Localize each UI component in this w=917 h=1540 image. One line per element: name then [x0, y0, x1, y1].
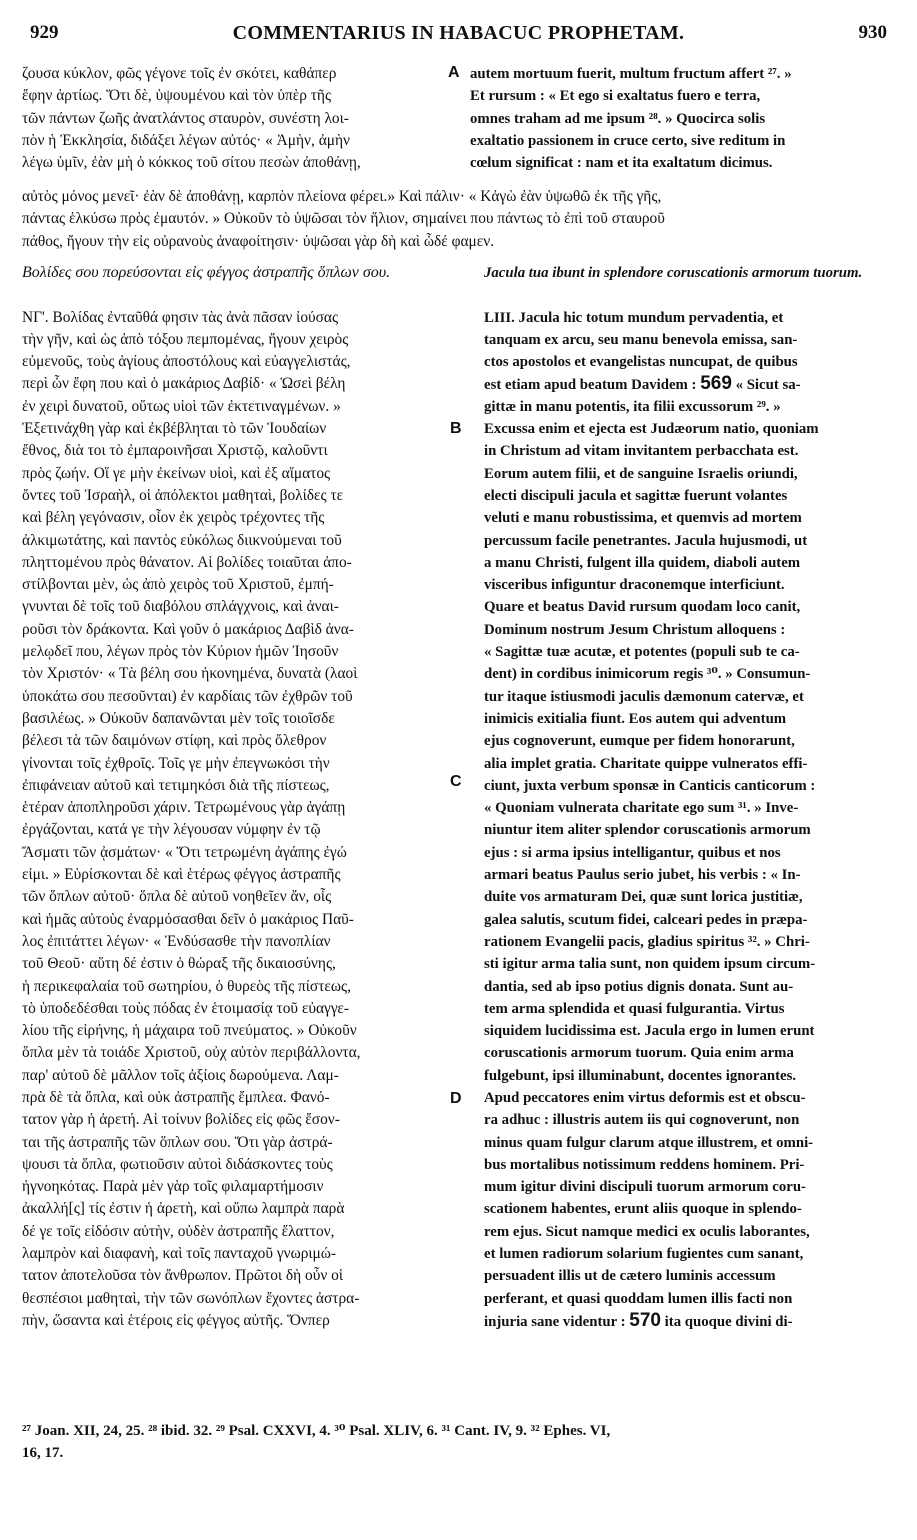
- greek-text-line: ὅπλα μὲν τὰ τοιάδε Χριστοῦ, οὐχ αὐτὸν περιβάλλοντα,: [22, 1044, 361, 1062]
- latin-text-line: tem arma splendida et quasi fulgurantia. Virtus: [484, 1000, 785, 1017]
- greek-text-line: πὴν, ὥσαντα καὶ ἑτέροις εἰς φέγγος αὐτῆς. Ὅνπερ: [22, 1311, 330, 1329]
- latin-text-line: rem ejus. Sicut namque medici ex oculis laborantes,: [484, 1223, 810, 1240]
- greek-column: [22, 262, 462, 1332]
- greek-text-line: ὄντες τοῦ Ἰσραὴλ, οἱ ἀπόλεκτοι μαθηταὶ, βολίδες τε: [22, 486, 344, 504]
- latin-text-line: minus quam fulgur clarum atque illustrem, et omni-: [484, 1134, 814, 1151]
- greek-text-line: ροῦσι τὸν δράκοντα. Καὶ γοῦν ὁ μακάριος Δαβὶδ ἀνα-: [22, 620, 354, 638]
- greek-text-line: μελῳδεῖ που, λέγων πρὸς τὸν Κύριον ἡμῶν Ἰησοῦν: [22, 643, 339, 661]
- latin-text-line: tanquam ex arcu, seu manu benevola emissa, san-: [484, 331, 798, 348]
- greek-text-line: ἀκαλλή[ς] τίς ἐστιν ἡ ἀρετὴ, καὶ οὔπω λαμπρὰ παρὰ: [22, 1200, 345, 1218]
- latin-text-line: Dominum nostrum Jesum Christum alloquens :: [484, 621, 786, 638]
- greek-text-line: τὴν γῆν, καὶ ὡς ἀπὸ τόξου πεμπομένας, ἤγουν χειρὸς: [22, 330, 349, 348]
- latin-text-line: a manu Christi, fulgent illa quidem, diaboli autem: [484, 554, 801, 571]
- latin-text-line: « Quoniam vulnerata charitate ego sum ³¹. » Inve-: [484, 800, 799, 817]
- footnote-line: 16, 17.: [22, 1445, 64, 1461]
- page-number-left: 929: [30, 22, 59, 43]
- footnote-line: ²⁷ Joan. XII, 24, 25. ²⁸ ibid. 32. ²⁹ Psal. CXXVI, 4. ³⁰ Psal. XLIV, 6. ³¹ Cant. IV, 9. ³² Ephes. VI,: [22, 1423, 611, 1439]
- latin-text-line: coruscationis armorum tuorum. Quia enim arma: [484, 1045, 794, 1062]
- greek-text-line: βέλεσι τὰ τῶν δαιμόνων στίφη, καὶ πρὸς ὄλεθρον: [22, 732, 327, 750]
- latin-text-line: ejus cognoverunt, eumque per fidem honorarunt,: [484, 733, 795, 750]
- latin-text-line: cœlum significat : nam et ita exaltatum dicimus.: [470, 155, 773, 172]
- greek-text-line: περὶ ὧν ἔφη που καὶ ὁ μακάριος Δαβίδ· « Ὡσεὶ βέλη: [22, 375, 346, 393]
- latin-text-line: electi discipuli jacula et sagittæ fuerunt volantes: [484, 487, 788, 504]
- greek-text-line: ἔθνος, διὰ τοι τὸ ἐμπαροινῆσαι Χριστῷ, καλοῦντι: [22, 442, 328, 460]
- greek-text-line: Ἐξετινάχθη γὰρ καὶ ἐκβέβληται τὸ τῶν Ἰουδαίων: [22, 420, 327, 438]
- latin-text-line: ctos apostolos et evangelistas nuncupat, de quibus: [484, 354, 798, 371]
- column-reference-number: 569: [700, 373, 732, 395]
- latin-text-line: armari beatus Paulus serio jubet, his verbis : « In-: [484, 867, 801, 884]
- latin-text-line: injuria sane videntur : 570 ita quoque divini di-: [484, 1309, 793, 1331]
- latin-text-line: dantia, sed ab ipso potius dignis donata. Sunt au-: [484, 978, 794, 995]
- latin-text-line: galea salutis, scutum fidei, calceari pedes in præpa-: [484, 911, 808, 928]
- latin-text-line: LIII. Jacula hic totum mundum pervadentia, et: [484, 309, 784, 326]
- greek-text-line: τοῦ Θεοῦ· αὕτη δέ ἐστιν ὁ θώραξ τῆς δικαιοσύνης,: [22, 955, 336, 973]
- greek-text-line: λίου τῆς εἰρήνης, ἡ μάχαιρα τοῦ πνεύματος. » Οὐκοῦν: [22, 1022, 357, 1040]
- latin-text-line: alia implet gratia. Charitate quippe vulneratos effi-: [484, 755, 808, 772]
- latin-text-line: percussum facile penetrantes. Jacula hujusmodi, ut: [484, 532, 808, 549]
- greek-text-line: πάντας ἑλκύσω πρὸς ἐμαυτόν. » Οὐκοῦν τὸ ὑψῶσαι τὸν ἥλιον, σημαίνει που πάντως τὸ ἐπὶ τοῦ σταυροῦ: [22, 210, 665, 228]
- greek-text-line: γίνονται τοῖς ἐχθροῖς. Τοῖς γε μὴν ἐπεγνωκόσι τὴν: [22, 754, 330, 772]
- latin-text-line: Apud peccatores enim virtus deformis est et obscu-: [484, 1089, 806, 1106]
- greek-text-line: ΝΓ'. Βολίδας ἐνταῦθά φησιν τὰς ἀνὰ πᾶσαν ἰούσας: [22, 308, 339, 326]
- greek-text-line: ἑτέραν ἀποπληροῦσι χάριν. Τετρωμένους γὰρ ἀγάπῃ: [22, 799, 346, 817]
- greek-text-line: τατον γὰρ ἡ ἀρετή. Αἱ τοίνυν βολίδες εἰς φῶς ἔσον-: [22, 1111, 340, 1129]
- full-width-greek-lines: [22, 186, 884, 253]
- latin-text-line: scationem habentes, erunt aliis quoque in splendo-: [484, 1201, 802, 1218]
- running-title: COMMENTARIUS IN HABACUC PROPHETAM.: [232, 22, 685, 44]
- greek-text-line: ἐργάζονται, κατά γε τὴν λέγουσαν νύμφην ἐν τῷ: [22, 821, 321, 839]
- greek-text-line: γνυνται δὲ τοῖς τοῦ διαβόλου σπλάγχνοις, καὶ ἀναι-: [22, 598, 339, 616]
- footnotes: [22, 1420, 902, 1464]
- latin-text-line: gittæ in manu potentis, ita filii excussorum ²⁹. »: [484, 398, 781, 415]
- latin-column-body: [484, 307, 884, 1333]
- latin-text-line: Excussa enim et ejecta est Judæorum natio, quoniam: [484, 421, 819, 438]
- latin-text-line: visceribus infiguntur draconemque interficiunt.: [484, 577, 785, 594]
- greek-text-line: πληττομένου πρὸς θάνατον. Αἱ βολίδες τοιαῦται ἀπο-: [22, 553, 352, 571]
- latin-text-line: tur itaque istiusmodi jaculis dæmonum catervæ, et: [484, 688, 804, 705]
- margin-letter-a: A: [448, 64, 460, 81]
- greek-text-line: ζουσα κύκλον, φῶς γέγονε τοῖς ἐν σκότει, καθάπερ: [22, 65, 337, 82]
- latin-text-line: omnes traham ad me ipsum ²⁸. » Quocirca solis: [470, 110, 766, 127]
- latin-text-line: ejus : si arma ipsius intelligantur, quibus et nos: [484, 844, 781, 861]
- greek-text-line: ἐν χειρὶ δυνατοῦ, οὕτως υἱοὶ τῶν ἐκτετιναγμένων. »: [22, 397, 341, 415]
- latin-text-line: Quare et beatus David rursum quodam loco canit,: [484, 599, 801, 616]
- latin-text-line: exaltatio passionem in cruce certo, sive reditum in: [470, 132, 786, 149]
- page-number-right: 930: [858, 22, 887, 43]
- greek-text-line: δέ γε τοῖς εἰδόσιν αὐτὴν, οὐδὲν ἀστραπῆς ἔλαττον,: [22, 1222, 335, 1240]
- latin-text-line: est etiam apud beatum Davidem : 569 « Sicut sa-: [484, 373, 801, 395]
- greek-text-line: πρὰ δὲ τὰ ὅπλα, καὶ οὐκ ἀστραπῆς ἔμπλεα. Φανό-: [22, 1088, 330, 1106]
- latin-text-line: Eorum autem filii, et de sanguine Israelis oriundi,: [484, 465, 798, 482]
- greek-text-line: ἠγνοηκότας. Παρὰ μὲν γὰρ τοῖς φιλαμαρτήμοσιν: [22, 1178, 324, 1196]
- latin-text-line: et lumen radiorum solarium fugientes cum sanant,: [484, 1246, 804, 1263]
- greek-text-line: καὶ ἡμᾶς αὐτοὺς ἐναρμόσασθαι δεῖν ὁ μακάριος Παῦ-: [22, 910, 354, 928]
- greek-text-line: τὸν Χριστόν· « Τὰ βέλη σου ἠκονημένα, δυνατὰ (λαοὶ: [22, 665, 358, 683]
- greek-text-line: τῶν ὅπλων αὐτοῦ· ὅπλα δὲ αὐτοῦ νοηθεῖεν ἄν, οἷς: [22, 888, 332, 906]
- greek-text-line: Ἄσματι τῶν ᾀσμάτων· « Ὅτι τετρωμένη ἀγάπης ἐγώ: [22, 843, 347, 861]
- latin-text-line: bus mortalibus notissimum reddens hominem. Pri-: [484, 1156, 805, 1173]
- intro-latin-column: [470, 63, 910, 174]
- latin-text-line: veluti e manu robustissima, et quemvis ad mortem: [484, 510, 802, 527]
- greek-column-body: [22, 307, 462, 1333]
- greek-text-line: ται τῆς ἀστραπῆς τῶν ὅπλων σου. Ὅτι γὰρ ἀστρά-: [22, 1133, 333, 1151]
- greek-text-line: στίλβονται μὲν, ὡς ἀπὸ χειρὸς τοῦ Χριστοῦ, ἐμπή-: [22, 576, 334, 594]
- latin-text-line: siquidem lucidissima est. Jacula ergo in lumen erunt: [484, 1023, 815, 1040]
- greek-text-line: ἐπιφάνειαν αὐτοῦ καὶ τετιμηκόσι διὰ τῆς πίστεως,: [22, 776, 330, 794]
- greek-text-line: ψουσι τὰ ὅπλα, φωτιοῦσιν αὐτοὶ διδάσκοντες τοὺς: [22, 1155, 333, 1173]
- greek-text-line: παρ' αὐτοῦ δὲ μᾶλλον τοῖς ἀξίοις δωρούμενα. Λαμ-: [22, 1066, 339, 1084]
- latin-text-line: perferant, et quasi quoddam lumen illis facti non: [484, 1290, 793, 1307]
- greek-text-line: καὶ βέλη γεγόνασιν, οἷον ἐκ χειρὸς τρέχοντες τῆς: [22, 509, 325, 527]
- greek-text-line: ἡ περικεφαλαία τοῦ σωτηρίου, ὁ θυρεὸς τῆς πίστεως,: [22, 977, 351, 995]
- greek-text-line: αὐτὸς μόνος μενεῖ· ἐὰν δὲ ἀποθάνῃ, καρπὸν πλείονα φέρει.» Καὶ πάλιν· « Κἀγὼ ἐὰν ὑψωθῶ ἐκ τῆς γῆς,: [22, 188, 662, 205]
- greek-text-line: λος ἐπιτάττει λέγων· « Ἐνδύσασθε τὴν πανοπλίαν: [22, 932, 331, 950]
- latin-text-line: autem mortuum fuerit, multum fructum affert ²⁷. »: [470, 66, 792, 82]
- latin-text-line: in Christum ad vitam invitantem perbacchata est.: [484, 443, 799, 460]
- greek-text-line: πρὸς ζωήν. Οἵ γε μὴν ἐκείνων υἱοὶ, καὶ ἐξ αἵματος: [22, 464, 331, 482]
- greek-text-line: θεσπέσιοι μαθηταὶ, τὴν τῶν σωνόπλων ἔχοντες ἀστρα-: [22, 1289, 360, 1307]
- latin-lemma-heading: Jacula tua ibunt in splendore coruscationis armorum tuorum.: [484, 265, 863, 281]
- latin-text-line: Et rursum : « Et ego si exaltatus fuero e terra,: [470, 88, 761, 105]
- greek-text-line: τῶν πάντων ζωῆς ἀνατλάντος σταυρὸν, συνέστη λοι-: [22, 109, 349, 127]
- greek-text-line: λαμπρὸν καὶ διαφανὴ, καὶ τοῖς πανταχοῦ γνωριμώ-: [22, 1245, 337, 1263]
- latin-text-line: duite vos armaturam Dei, quæ sunt lorica justitiæ,: [484, 889, 803, 906]
- latin-text-line: inimicis exitialia fiunt. Eos autem qui adventum: [484, 710, 787, 727]
- latin-text-line: ciunt, juxta verbum sponsæ in Canticis canticorum :: [484, 777, 816, 794]
- latin-text-line: fulgebunt, ipsi illuminabunt, docentes ignorantes.: [484, 1067, 797, 1084]
- column-reference-number: 570: [629, 1309, 661, 1331]
- margin-letter-c: C: [450, 773, 462, 790]
- greek-text-line: τατον ἀποτελοῦσα τὸν ἄνθρωπον. Πρῶτοι δὴ οὖν οἱ: [22, 1267, 344, 1285]
- latin-text-line: dent) in cordibus inimicorum regis ³⁰. » Consumun-: [484, 666, 811, 683]
- margin-letter-d: D: [450, 1090, 462, 1107]
- running-header: [30, 14, 887, 46]
- greek-text-line: πάθος, ἤγουν τὴν εἰς οὐρανοὺς ἀναφοίτησιν· ὑψῶσαι γὰρ δὴ καὶ ὧδέ φαμεν.: [22, 232, 495, 250]
- latin-text-line: persuadent illis ut de cætero luminis accessum: [484, 1268, 776, 1285]
- latin-text-line: ra adhuc : illustris autem iis qui cognoverunt, non: [484, 1112, 800, 1129]
- latin-column: [484, 262, 884, 1332]
- latin-text-line: niuntur item aliter splendor coruscationis armorum: [484, 822, 811, 839]
- latin-text-line: « Sagittæ tuæ acutæ, et potentes (populi sub te ca-: [484, 644, 800, 661]
- greek-text-line: ἀλκιμωτάτης, καὶ παντὸς εὐκόλως διικνούμεναι τοῦ: [22, 531, 342, 549]
- greek-text-line: πὸν ἡ Ἐκκλησία, διδάξει λέγων αὐτός· « Ἀμὴν, ἀμὴν: [22, 131, 351, 149]
- intro-greek-column: [22, 63, 452, 174]
- greek-text-line: ἔφην ἀρτίως. Ὅτι δὲ, ὑψουμένου καὶ τὸν ὑπὲρ τῆς: [22, 87, 332, 105]
- greek-text-line: τὸ ὑποδεδέσθαι τοὺς πόδας ἐν ἑτοιμασίᾳ τοῦ εὐαγγε-: [22, 999, 349, 1017]
- greek-text-line: ὑποκάτω σου πεσοῦνται) ἐν καρδίαις τῶν ἐχθρῶν τοῦ: [22, 687, 353, 705]
- latin-text-line: rationem Evangelii pacis, gladius spiritus ³². » Chri-: [484, 933, 810, 950]
- latin-text-line: mum igitur divini discipuli tuorum armorum coru-: [484, 1179, 806, 1196]
- greek-text-line: βασιλέως. » Οὐκοῦν δαπανῶνται μὲν τοῖς τοιοῖσδε: [22, 709, 335, 727]
- margin-letter-b: B: [450, 420, 462, 437]
- greek-text-line: εἰμι. » Εὑρίσκονται δὲ καὶ ἑτέρως φέγγος ἀστραπῆς: [22, 866, 341, 884]
- greek-lemma-heading: Βολίδες σου πορεύσονται εἰς φέγγος ἀστραπῆς ὅπλων σου.: [22, 264, 391, 281]
- greek-text-line: εὐμενοῦς, τοὺς ἁγίους ἀποστόλους καὶ εὐαγγελιστάς,: [22, 353, 351, 371]
- latin-text-line: sti igitur arma talia sunt, non quidem ipsum circum-: [484, 956, 816, 973]
- greek-text-line: λέγω ὑμῖν, ἐὰν μὴ ὁ κόκκος τοῦ σίτου πεσὼν ἀποθάνῃ,: [22, 154, 361, 172]
